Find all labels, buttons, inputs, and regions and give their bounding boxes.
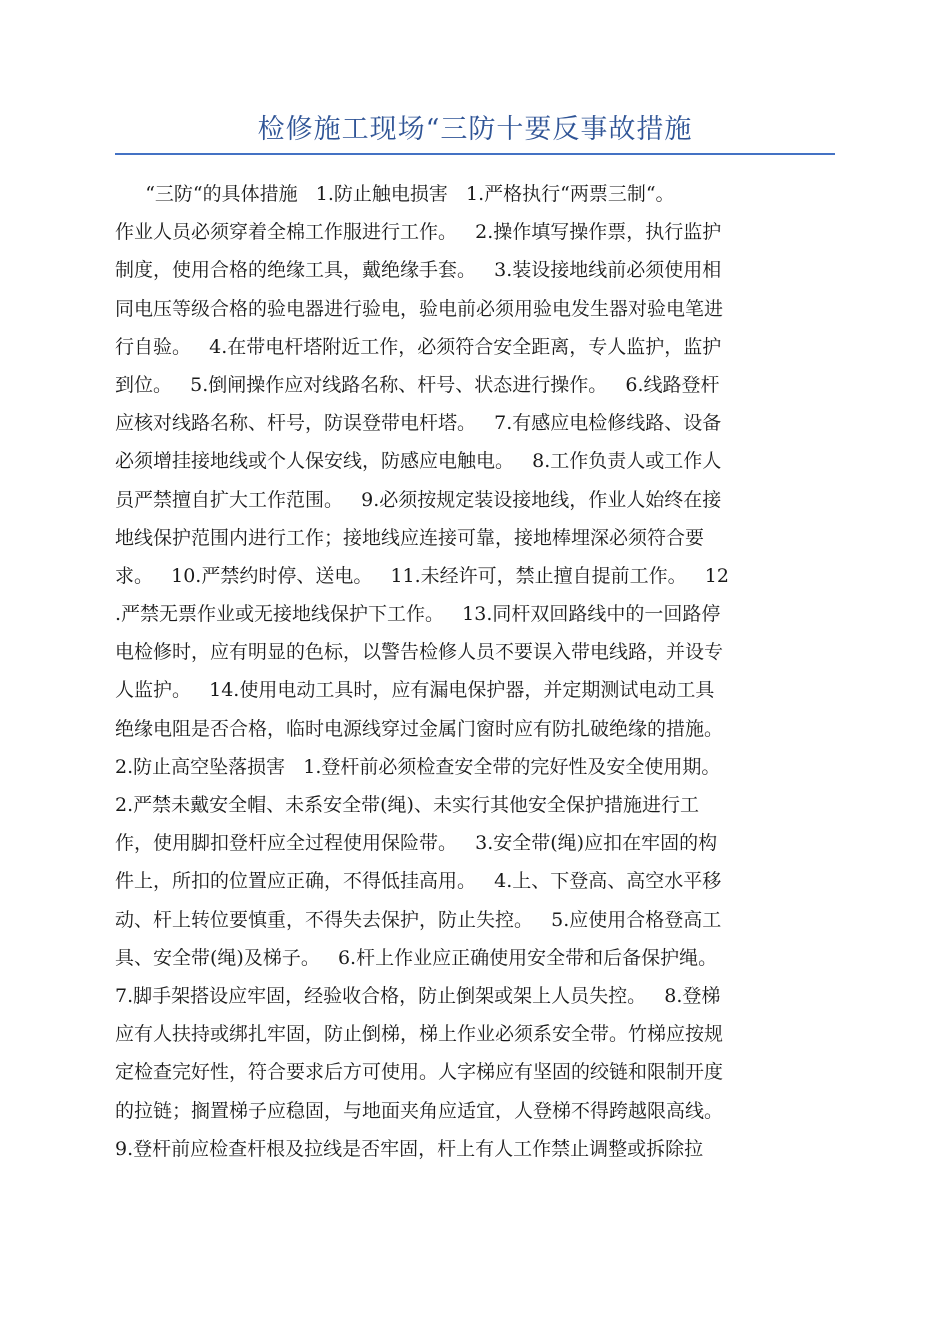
body-line: 员严禁擅自扩大工作范围。 9.必须按规定装设接地线，作业人始终在接	[115, 488, 722, 511]
body-line: 定检查完好性，符合要求后方可使用。人字梯应有坚固的绞链和限制开度	[115, 1061, 724, 1084]
title-underline	[115, 153, 835, 155]
body-line: 动、杆上转位要慎重，不得失去保护，防止失控。 5.应使用合格登高工	[115, 908, 722, 931]
body-line: 行自验。 4.在带电杆塔附近工作，必须符合安全距离，专人监护，监护	[115, 335, 722, 358]
body-line: 同电压等级合格的验电器进行验电，验电前必须用验电发生器对验电笔进	[115, 297, 724, 320]
body-line: 人监护。 14.使用电动工具时，应有漏电保护器，并定期测试电动工具	[115, 679, 715, 702]
body-line: 2.严禁未戴安全帽、未系安全带(绳)、未实行其他安全保护措施进行工	[115, 794, 699, 816]
body-line: 的拉链；搁置梯子应稳固，与地面夹角应适宜，人登梯不得跨越限高线。	[115, 1099, 724, 1122]
body-line: 具、安全带(绳)及梯子。 6.杆上作业应正确使用安全带和后备保护绳。	[115, 946, 718, 969]
body-line: 2.防止高空坠落损害 1.登杆前必须检查安全带的完好性及安全使用期。	[115, 755, 721, 778]
body-line: 作，使用脚扣登杆应全过程使用保险带。 3.安全带(绳)应扣在牢固的构	[115, 832, 718, 855]
document-body	[115, 175, 837, 1168]
body-line: 应有人扶持或绑扎牢固，防止倒梯，梯上作业必须系安全带。竹梯应按规	[115, 1023, 724, 1046]
body-line: 7.脚手架搭设应牢固，经验收合格，防止倒架或架上人员失控。 8.登梯	[115, 984, 721, 1007]
body-line: 应核对线路名称、杆号，防误登带电杆塔。 7.有感应电检修线路、设备	[115, 412, 722, 435]
body-line: .严禁无票作业或无接地线保护下工作。 13.同杆双回路线中的一回路停	[115, 603, 721, 626]
body-line: 求。 10.严禁约时停、送电。 11.未经许可，禁止擅自提前工作。 12	[115, 564, 729, 587]
document-title: 检修施工现场“三防十要反事故措施	[257, 114, 693, 145]
body-line: 制度，使用合格的绝缘工具，戴绝缘手套。 3.装设接地线前必须使用相	[115, 259, 722, 282]
body-line: 作业人员必须穿着全棉工作服进行工作。 2.操作填写操作票，执行监护	[115, 221, 722, 244]
body-line: 件上，所扣的位置应正确，不得低挂高用。 4.上、下登高、高空水平移	[115, 870, 722, 893]
body-line: 地线保护范围内进行工作；接地线应连接可靠，接地棒埋深必须符合要	[115, 526, 705, 549]
body-line: “三防“的具体措施 1.防止触电损害 1.严格执行“两票三制“。	[115, 183, 675, 205]
body-line: 到位。 5.倒闸操作应对线路名称、杆号、状态进行操作。 6.线路登杆	[115, 373, 720, 396]
body-line: 绝缘电阻是否合格，临时电源线穿过金属门窗时应有防扎破绝缘的措施。	[115, 717, 724, 740]
body-line: 9.登杆前应检查杆根及拉线是否牢固，杆上有人工作禁止调整或拆除拉	[115, 1137, 704, 1160]
body-line: 必须增挂接地线或个人保安线，防感应电触电。 8.工作负责人或工作人	[115, 450, 722, 473]
body-line: 电检修时，应有明显的色标，以警告检修人员不要误入带电线路，并设专	[115, 641, 724, 664]
